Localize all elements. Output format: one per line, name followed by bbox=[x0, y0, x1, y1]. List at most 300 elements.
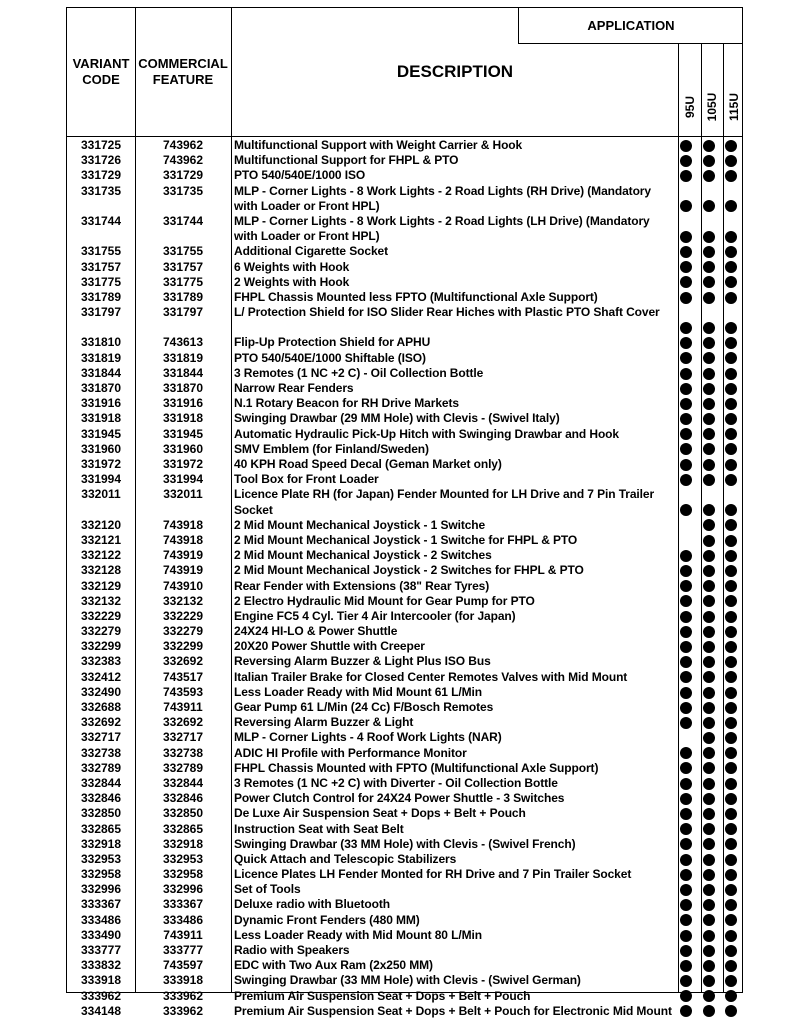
commercial-feature-cell: 333918 bbox=[162, 973, 204, 988]
description-cell: FHPL Chassis Mounted less FPTO (Multifunctional Axle Support) bbox=[234, 289, 598, 304]
application-dot-105u bbox=[703, 200, 715, 212]
variant-code-cell: 332129 bbox=[80, 578, 122, 593]
variant-code-cell: 332717 bbox=[80, 730, 122, 745]
application-dot-105u bbox=[703, 990, 715, 1002]
description-cell: 20X20 Power Shuttle with Creeper bbox=[234, 639, 425, 654]
application-dot-115u bbox=[725, 565, 737, 577]
variant-code-cell: 332299 bbox=[80, 639, 122, 654]
application-dot-95u bbox=[680, 717, 692, 729]
application-dot-105u bbox=[703, 550, 715, 562]
table-row bbox=[67, 533, 744, 548]
application-dot-115u bbox=[725, 550, 737, 562]
description-cell: SMV Emblem (for Finland/Sweden) bbox=[234, 441, 429, 456]
application-dot-105u bbox=[703, 428, 715, 440]
application-dot-115u bbox=[725, 383, 737, 395]
application-dot-95u bbox=[680, 611, 692, 623]
description-cell: Licence Plate RH (for Japan) Fender Mounted for LH Drive and 7 Pin Trailer Socket bbox=[234, 487, 655, 517]
application-dot-105u bbox=[703, 975, 715, 987]
commercial-feature-cell: 743918 bbox=[162, 532, 204, 547]
variant-code-cell: 332121 bbox=[80, 532, 122, 547]
commercial-feature-cell: 331744 bbox=[162, 213, 204, 228]
table-row bbox=[67, 427, 744, 442]
table-row bbox=[67, 153, 744, 168]
table-row bbox=[67, 472, 744, 487]
description-cell: FHPL Chassis Mounted with FPTO (Multifunctional Axle Support) bbox=[234, 760, 599, 775]
application-dot-115u bbox=[725, 337, 737, 349]
commercial-feature-cell: 333962 bbox=[162, 988, 204, 1003]
table-row bbox=[67, 715, 744, 730]
commercial-feature-cell: 332692 bbox=[162, 654, 204, 669]
commercial-feature-cell: 331789 bbox=[162, 289, 204, 304]
application-dot-105u bbox=[703, 687, 715, 699]
application-dot-115u bbox=[725, 535, 737, 547]
application-dot-115u bbox=[725, 960, 737, 972]
description-cell: Power Clutch Control for 24X24 Power Shuttle - 3 Switches bbox=[234, 791, 565, 806]
application-dot-115u bbox=[725, 428, 737, 440]
commercial-feature-cell: 331916 bbox=[162, 396, 204, 411]
commercial-feature-cell: 743918 bbox=[162, 517, 204, 532]
variant-code-cell: 332120 bbox=[80, 517, 122, 532]
table-row bbox=[67, 989, 744, 1004]
application-dot-95u bbox=[680, 823, 692, 835]
variant-code-cell: 332692 bbox=[80, 715, 122, 730]
table-row bbox=[67, 639, 744, 654]
variant-code-cell: 333490 bbox=[80, 927, 122, 942]
description-cell: Licence Plates LH Fender Monted for RH Drive and 7 Pin Trailer Socket bbox=[234, 867, 632, 882]
description-cell: Multifunctional Support with Weight Carrier & Hook bbox=[234, 138, 523, 152]
description-cell: Italian Trailer Brake for Closed Center Remotes Valves with Mid Mount bbox=[234, 669, 628, 684]
description-cell: 2 Mid Mount Mechanical Joystick - 2 Switches for FHPL & PTO bbox=[234, 563, 584, 578]
variant-code-cell: 332011 bbox=[81, 487, 121, 502]
application-dot-105u bbox=[703, 656, 715, 668]
application-dot-115u bbox=[725, 884, 737, 896]
application-dot-95u bbox=[680, 808, 692, 820]
commercial-feature-cell: 331819 bbox=[162, 350, 204, 365]
table-row bbox=[67, 487, 744, 517]
commercial-feature-cell: 332996 bbox=[162, 882, 204, 897]
commercial-feature-cell: 332844 bbox=[162, 775, 204, 790]
variant-code-cell: 332688 bbox=[80, 700, 122, 714]
description-cell: MLP - Corner Lights - 4 Roof Work Lights (NAR) bbox=[234, 730, 502, 745]
application-dot-115u bbox=[725, 656, 737, 668]
commercial-feature-cell: 743962 bbox=[162, 153, 204, 168]
application-dot-115u bbox=[725, 200, 737, 212]
application-dot-115u bbox=[725, 975, 737, 987]
application-dot-105u bbox=[703, 641, 715, 653]
variant-code-cell: 331994 bbox=[80, 472, 122, 487]
application-dot-115u bbox=[725, 762, 737, 774]
application-dot-95u bbox=[680, 474, 692, 486]
application-dot-105u bbox=[703, 322, 715, 334]
table-row bbox=[67, 761, 744, 776]
commercial-feature-cell: 743910 bbox=[162, 578, 204, 593]
application-dot-95u bbox=[680, 155, 692, 167]
application-dot-95u bbox=[680, 945, 692, 957]
application-dot-95u bbox=[680, 428, 692, 440]
commercial-feature-cell: 332132 bbox=[162, 593, 204, 608]
application-dot-115u bbox=[725, 808, 737, 820]
table-row bbox=[67, 685, 744, 700]
application-dot-105u bbox=[703, 762, 715, 774]
description-cell: Set of Tools bbox=[234, 882, 301, 897]
application-dot-105u bbox=[703, 732, 715, 744]
application-dot-105u bbox=[703, 535, 715, 547]
application-dot-105u bbox=[703, 717, 715, 729]
application-dot-105u bbox=[703, 352, 715, 364]
commercial-feature-cell: 332918 bbox=[162, 836, 204, 851]
application-dot-115u bbox=[725, 626, 737, 638]
description-cell: Premium Air Suspension Seat + Dops + Belt + Pouch for Electronic Mid Mount bbox=[234, 1003, 672, 1018]
application-dot-105u bbox=[703, 671, 715, 683]
application-dot-115u bbox=[725, 246, 737, 258]
application-dot-95u bbox=[680, 778, 692, 790]
application-dot-95u bbox=[680, 626, 692, 638]
application-dot-105u bbox=[703, 702, 715, 714]
table-row bbox=[67, 244, 744, 259]
description-cell: 2 Mid Mount Mechanical Joystick - 1 Switche bbox=[234, 517, 486, 532]
application-dot-115u bbox=[725, 838, 737, 850]
table-row bbox=[67, 1004, 744, 1019]
commercial-feature-cell: 333962 bbox=[162, 1003, 204, 1018]
commercial-feature-cell: 331972 bbox=[162, 456, 204, 471]
table-row bbox=[67, 730, 744, 745]
variant-code-cell: 332958 bbox=[80, 867, 122, 882]
table-row bbox=[67, 275, 744, 290]
table-row bbox=[67, 411, 744, 426]
application-dot-115u bbox=[725, 717, 737, 729]
application-dot-115u bbox=[725, 504, 737, 516]
commercial-feature-cell: 743919 bbox=[162, 548, 204, 563]
description-cell: 40 KPH Road Speed Decal (Geman Market only) bbox=[234, 456, 502, 471]
application-dot-105u bbox=[703, 565, 715, 577]
table-row bbox=[67, 746, 744, 761]
application-dot-115u bbox=[725, 140, 737, 152]
variant-code-cell: 331797 bbox=[80, 305, 122, 320]
table-row bbox=[67, 791, 744, 806]
variant-code-cell: 333367 bbox=[80, 897, 122, 912]
description-cell: 6 Weights with Hook bbox=[234, 259, 350, 274]
application-dot-115u bbox=[725, 231, 737, 243]
description-cell: Tool Box for Front Loader bbox=[234, 472, 379, 487]
application-dot-95u bbox=[680, 1005, 692, 1017]
variant-code-cell: 332122 bbox=[80, 548, 122, 563]
application-dot-95u bbox=[680, 854, 692, 866]
variant-code-cell: 332850 bbox=[80, 806, 122, 821]
variant-code-cell: 332918 bbox=[80, 836, 122, 851]
commercial-feature-cell: 331994 bbox=[162, 472, 204, 487]
application-dot-95u bbox=[680, 687, 692, 699]
commercial-feature-cell: 331918 bbox=[162, 411, 204, 426]
commercial-feature-cell: 332738 bbox=[162, 745, 204, 760]
variant-code-cell: 331810 bbox=[80, 335, 122, 350]
table-row bbox=[67, 973, 744, 988]
commercial-feature-cell: 332279 bbox=[162, 624, 204, 639]
application-dot-95u bbox=[680, 580, 692, 592]
variant-code-cell: 332132 bbox=[80, 593, 122, 608]
description-cell: L/ Protection Shield for ISO Slider Rear Hiches with Plastic PTO Shaft Cover bbox=[234, 305, 660, 320]
table-row bbox=[67, 928, 744, 943]
description-header: DESCRIPTION bbox=[396, 62, 514, 81]
table-row bbox=[67, 305, 744, 335]
application-dot-115u bbox=[725, 474, 737, 486]
commercial-feature-cell: 332299 bbox=[162, 639, 204, 654]
variant-code-cell: 331789 bbox=[80, 289, 122, 304]
variant-code-cell: 331755 bbox=[80, 244, 122, 259]
variant-code-cell: 331819 bbox=[80, 350, 122, 365]
description-cell: 2 Weights with Hook bbox=[234, 274, 350, 289]
application-dot-115u bbox=[725, 352, 737, 364]
application-dot-95u bbox=[680, 930, 692, 942]
variant-code-cell: 333486 bbox=[80, 912, 122, 927]
table-row bbox=[67, 442, 744, 457]
application-dot-115u bbox=[725, 368, 737, 380]
table-row bbox=[67, 335, 744, 350]
application-dot-115u bbox=[725, 519, 737, 531]
variant-code-cell: 332229 bbox=[80, 608, 122, 623]
application-dot-115u bbox=[725, 261, 737, 273]
application-dot-115u bbox=[725, 155, 737, 167]
commercial-feature-cell: 331960 bbox=[162, 441, 204, 456]
application-dot-95u bbox=[680, 337, 692, 349]
description-cell: 2 Mid Mount Mechanical Joystick - 1 Switche for FHPL & PTO bbox=[234, 532, 578, 547]
application-dot-105u bbox=[703, 140, 715, 152]
commercial-feature-cell: 743911 bbox=[163, 700, 203, 714]
application-dot-105u bbox=[703, 459, 715, 471]
application-dot-95u bbox=[680, 459, 692, 471]
header-divider bbox=[67, 136, 742, 137]
application-dot-105u bbox=[703, 869, 715, 881]
table-row bbox=[67, 548, 744, 563]
application-dot-115u bbox=[725, 459, 737, 471]
application-dot-105u bbox=[703, 504, 715, 516]
application-dot-95u bbox=[680, 140, 692, 152]
variant-code-cell: 332846 bbox=[80, 791, 122, 806]
table-row bbox=[67, 943, 744, 958]
application-dot-105u bbox=[703, 945, 715, 957]
commercial-feature-cell: 332953 bbox=[162, 851, 204, 866]
application-dot-105u bbox=[703, 838, 715, 850]
description-cell: Swinging Drawbar (33 MM Hole) with Clevis - (Swivel German) bbox=[234, 973, 581, 988]
application-dot-95u bbox=[680, 747, 692, 759]
application-dot-115u bbox=[725, 1005, 737, 1017]
table-row bbox=[67, 396, 744, 411]
table-row bbox=[67, 776, 744, 791]
application-dot-115u bbox=[725, 413, 737, 425]
application-dot-95u bbox=[680, 200, 692, 212]
application-dot-105u bbox=[703, 474, 715, 486]
variant-code-cell: 331916 bbox=[80, 396, 122, 411]
variant-code-cell: 331735 bbox=[80, 183, 122, 198]
commercial-feature-cell: 331729 bbox=[162, 168, 204, 183]
commercial-feature-header: COMMERCIAL FEATURE bbox=[138, 56, 228, 87]
table-row bbox=[67, 609, 744, 624]
application-dot-95u bbox=[680, 975, 692, 987]
application-dot-95u bbox=[680, 261, 692, 273]
application-dot-115u bbox=[725, 930, 737, 942]
application-dot-115u bbox=[725, 732, 737, 744]
commercial-feature-cell: 333486 bbox=[162, 912, 204, 927]
description-cell: Engine FC5 4 Cyl. Tier 4 Air Intercooler (for Japan) bbox=[234, 608, 516, 623]
application-dot-95u bbox=[680, 231, 692, 243]
table-row bbox=[67, 867, 744, 882]
application-dot-115u bbox=[725, 398, 737, 410]
description-cell: 2 Electro Hydraulic Mid Mount for Gear Pump for PTO bbox=[234, 593, 535, 608]
table-row bbox=[67, 594, 744, 609]
application-dot-105u bbox=[703, 337, 715, 349]
table-row bbox=[67, 822, 744, 837]
application-dot-115u bbox=[725, 869, 737, 881]
application-dot-115u bbox=[725, 322, 737, 334]
application-dot-115u bbox=[725, 611, 737, 623]
variant-code-cell: 331870 bbox=[80, 381, 122, 396]
application-dot-95u bbox=[680, 884, 692, 896]
variant-code-cell: 332738 bbox=[80, 745, 122, 760]
application-dot-105u bbox=[703, 884, 715, 896]
commercial-feature-cell: 331775 bbox=[162, 274, 204, 289]
variant-code-cell: 332128 bbox=[80, 563, 122, 578]
variant-code-header: VARIANT CODE bbox=[72, 56, 130, 87]
table-row bbox=[67, 366, 744, 381]
variant-code-cell: 333832 bbox=[80, 958, 122, 973]
application-dot-105u bbox=[703, 519, 715, 531]
description-cell: ADIC HI Profile with Performance Monitor bbox=[234, 745, 467, 760]
commercial-feature-cell: 331735 bbox=[162, 183, 204, 198]
description-cell: Radio with Speakers bbox=[234, 943, 350, 957]
application-dot-115u bbox=[725, 823, 737, 835]
application-dot-105u bbox=[703, 611, 715, 623]
application-dot-95u bbox=[680, 246, 692, 258]
commercial-feature-cell: 332692 bbox=[162, 715, 204, 730]
application-dot-105u bbox=[703, 231, 715, 243]
application-dot-115u bbox=[725, 687, 737, 699]
variant-code-cell: 333777 bbox=[80, 943, 122, 957]
variant-code-cell: 332996 bbox=[80, 882, 122, 897]
variant-code-cell: 333962 bbox=[80, 988, 122, 1003]
application-dot-105u bbox=[703, 580, 715, 592]
description-cell: PTO 540/540E/1000 Shiftable (ISO) bbox=[234, 350, 426, 365]
commercial-feature-cell: 331844 bbox=[162, 365, 204, 380]
description-cell: PTO 540/540E/1000 ISO bbox=[234, 168, 366, 183]
description-cell: Instruction Seat with Seat Belt bbox=[234, 821, 404, 836]
variant-code-cell: 331960 bbox=[80, 441, 122, 456]
table-row bbox=[67, 138, 744, 153]
variant-code-cell: 332412 bbox=[80, 669, 122, 684]
description-cell: Gear Pump 61 L/Min (24 Cc) F/Bosch Remotes bbox=[234, 700, 494, 714]
application-dot-105u bbox=[703, 960, 715, 972]
commercial-feature-cell: 743911 bbox=[163, 927, 203, 942]
application-dot-115u bbox=[725, 778, 737, 790]
application-dot-105u bbox=[703, 398, 715, 410]
table-row bbox=[67, 290, 744, 305]
application-dot-105u bbox=[703, 899, 715, 911]
application-dot-95u bbox=[680, 671, 692, 683]
application-dot-105u bbox=[703, 413, 715, 425]
commercial-feature-cell: 331945 bbox=[162, 426, 204, 441]
application-dot-95u bbox=[680, 793, 692, 805]
table-row bbox=[67, 563, 744, 578]
variant-code-cell: 331918 bbox=[80, 411, 122, 426]
application-dot-95u bbox=[680, 550, 692, 562]
description-cell: 3 Remotes (1 NC +2 C) with Diverter - Oil Collection Bottle bbox=[234, 775, 558, 790]
variant-code-cell: 332953 bbox=[80, 851, 122, 866]
application-dot-105u bbox=[703, 914, 715, 926]
variant-code-cell: 332279 bbox=[80, 624, 122, 639]
application-dot-95u bbox=[680, 383, 692, 395]
application-dot-105u bbox=[703, 1005, 715, 1017]
model-105u-header: 105U bbox=[705, 92, 719, 122]
application-dot-95u bbox=[680, 352, 692, 364]
table-row bbox=[67, 518, 744, 533]
application-dot-95u bbox=[680, 368, 692, 380]
variant-code-cell: 332844 bbox=[80, 775, 122, 790]
commercial-feature-cell: 743517 bbox=[162, 669, 204, 684]
variant-code-cell: 331729 bbox=[80, 168, 122, 183]
application-dot-105u bbox=[703, 595, 715, 607]
application-dot-105u bbox=[703, 778, 715, 790]
application-dot-95u bbox=[680, 504, 692, 516]
description-cell: Deluxe radio with Bluetooth bbox=[234, 897, 390, 912]
description-cell: MLP - Corner Lights - 8 Work Lights - 2 Road Lights (LH Drive) (Mandatory with Loader or Front HPL) bbox=[234, 213, 650, 244]
table-row bbox=[67, 624, 744, 639]
application-dot-95u bbox=[680, 443, 692, 455]
variant-code-cell: 331775 bbox=[80, 274, 122, 289]
application-dot-115u bbox=[725, 990, 737, 1002]
application-dot-95u bbox=[680, 322, 692, 334]
table-row bbox=[67, 579, 744, 594]
application-dot-95u bbox=[680, 838, 692, 850]
application-dot-105u bbox=[703, 808, 715, 820]
variant-code-cell: 331725 bbox=[80, 138, 122, 152]
application-dot-115u bbox=[725, 671, 737, 683]
table-row bbox=[67, 457, 744, 472]
commercial-feature-cell: 331870 bbox=[162, 381, 204, 396]
application-dot-115u bbox=[725, 899, 737, 911]
commercial-feature-cell: 332717 bbox=[162, 730, 204, 745]
variant-code-cell: 331972 bbox=[80, 456, 122, 471]
description-cell: Reversing Alarm Buzzer & Light bbox=[234, 715, 414, 730]
application-dot-105u bbox=[703, 443, 715, 455]
application-dot-95u bbox=[680, 702, 692, 714]
application-dot-115u bbox=[725, 276, 737, 288]
application-dot-115u bbox=[725, 292, 737, 304]
description-cell: Less Loader Ready with Mid Mount 61 L/Min bbox=[234, 684, 482, 699]
commercial-feature-cell: 332865 bbox=[162, 821, 204, 836]
commercial-feature-cell: 331797 bbox=[162, 305, 204, 320]
application-dot-95u bbox=[680, 656, 692, 668]
application-dot-115u bbox=[725, 914, 737, 926]
commercial-feature-cell: 743597 bbox=[162, 958, 204, 973]
description-cell: MLP - Corner Lights - 8 Work Lights - 2 Road Lights (RH Drive) (Mandatory with Loader or Front HPL) bbox=[234, 183, 651, 213]
description-cell: N.1 Rotary Beacon for RH Drive Markets bbox=[234, 396, 459, 411]
application-dot-115u bbox=[725, 595, 737, 607]
application-dot-95u bbox=[680, 276, 692, 288]
table-row bbox=[67, 806, 744, 821]
application-dot-115u bbox=[725, 945, 737, 957]
description-cell: Reversing Alarm Buzzer & Light Plus ISO Bus bbox=[234, 654, 491, 669]
application-dot-95u bbox=[680, 565, 692, 577]
application-dot-105u bbox=[703, 747, 715, 759]
commercial-feature-cell: 332850 bbox=[162, 806, 204, 821]
description-cell: Rear Fender with Extensions (38" Rear Tyres) bbox=[234, 578, 490, 593]
table-row bbox=[67, 670, 744, 685]
application-dot-95u bbox=[680, 413, 692, 425]
application-dot-105u bbox=[703, 854, 715, 866]
application-dot-115u bbox=[725, 702, 737, 714]
commercial-feature-cell: 333367 bbox=[162, 897, 204, 912]
application-dot-115u bbox=[725, 443, 737, 455]
application-dot-105u bbox=[703, 292, 715, 304]
table-row bbox=[67, 700, 744, 715]
